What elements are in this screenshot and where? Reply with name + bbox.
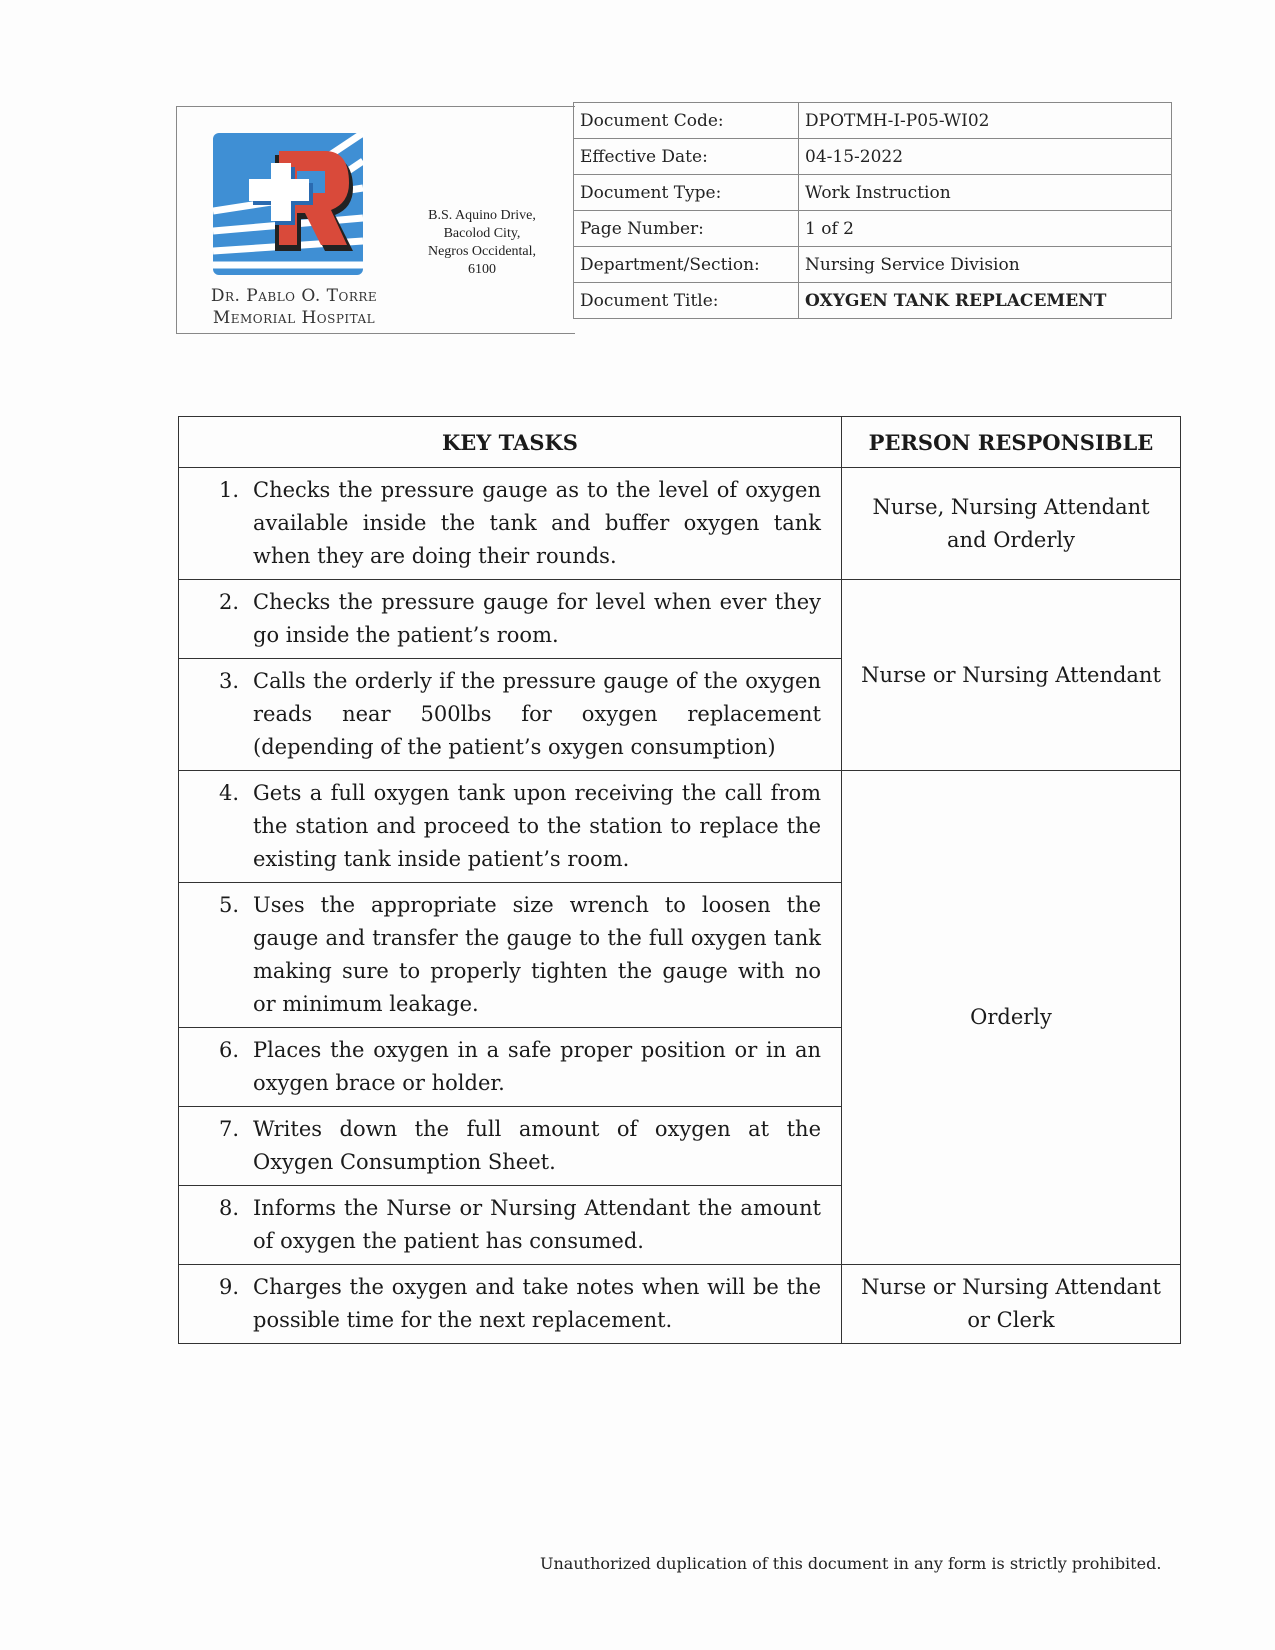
hospital-identity-block: [176, 106, 575, 334]
person-cell: [842, 771, 1181, 1265]
task-cell: [179, 468, 842, 580]
task-number: 9.: [219, 1275, 240, 1299]
footer-notice: Unauthorized duplication of this document in any form is strictly prohibited.: [540, 1554, 1162, 1573]
table-header-row: [179, 417, 1181, 468]
meta-row-date: [574, 139, 1172, 175]
task-text: Charges the oxygen and take notes when will be the possible time for the next replacement.: [253, 1275, 821, 1332]
meta-value: Work Instruction: [799, 175, 1172, 211]
meta-label: Document Code:: [574, 103, 799, 139]
task-number: 1.: [219, 478, 240, 502]
task-number: 4.: [219, 781, 240, 805]
document-header: [176, 102, 1174, 334]
hospital-logo-icon: [213, 133, 367, 283]
table-row: [179, 468, 1181, 580]
person-text: and Orderly: [947, 527, 1075, 552]
person-text: Nurse, Nursing Attendant: [872, 494, 1150, 519]
document-title: OXYGEN TANK REPLACEMENT: [799, 283, 1172, 319]
task-text: Writes down the full amount of oxygen at the Oxygen Consumption Sheet.: [253, 1117, 821, 1174]
key-tasks-table: [178, 416, 1181, 1344]
task-number: 7.: [219, 1117, 240, 1141]
person-text: Nurse or Nursing Attendant: [861, 662, 1161, 687]
task-text: Gets a full oxygen tank upon receiving the call from the station and proceed to the station to replace the existing tank inside patient’s room.: [253, 781, 821, 871]
task-text: Checks the pressure gauge as to the level of oxygen available inside the tank and buffer oxygen tank when they are doing their rounds.: [253, 478, 821, 568]
task-cell: [179, 1107, 842, 1186]
table-row: [179, 580, 1181, 659]
task-text: Calls the orderly if the pressure gauge of the oxygen reads near 500lbs for oxygen replacement (depending of the patient’s oxygen consumption): [253, 669, 821, 759]
meta-value: 04-15-2022: [799, 139, 1172, 175]
meta-label: Document Title:: [574, 283, 799, 319]
hospital-name: [189, 285, 399, 329]
address-line: B.S. Aquino Drive,: [428, 208, 536, 223]
task-text: Checks the pressure gauge for level when ever they go inside the patient’s room.: [253, 590, 821, 647]
person-text: Nurse or Nursing Attendant: [861, 1275, 1161, 1299]
person-cell: [842, 1265, 1181, 1344]
address-line: Bacolod City,: [443, 226, 521, 241]
person-text: or Clerk: [967, 1308, 1055, 1332]
task-number: 3.: [219, 669, 240, 693]
hospital-address: [407, 207, 557, 279]
task-text: Uses the appropriate size wrench to loosen the gauge and transfer the gauge to the full oxygen tank making sure to properly tighten the gauge with no or minimum leakage.: [253, 893, 821, 1016]
meta-value: 1 of 2: [799, 211, 1172, 247]
document-meta-table: [573, 102, 1172, 319]
address-line: 6100: [468, 262, 496, 277]
person-responsible-header: PERSON RESPONSIBLE: [842, 417, 1181, 468]
table-row: [179, 1265, 1181, 1344]
table-row: [179, 771, 1181, 883]
meta-label: Effective Date:: [574, 139, 799, 175]
task-cell: [179, 883, 842, 1028]
address-line: Negros Occidental,: [427, 244, 537, 259]
meta-row-department: [574, 247, 1172, 283]
task-cell: [179, 580, 842, 659]
person-cell: [842, 580, 1181, 771]
task-text: Informs the Nurse or Nursing Attendant the amount of oxygen the patient has consumed.: [253, 1196, 821, 1253]
task-number: 2.: [219, 590, 240, 614]
task-number: 8.: [219, 1196, 240, 1220]
person-text: Orderly: [970, 1005, 1052, 1029]
hospital-name-line-1: Dr. Pablo O. Torre: [210, 286, 378, 306]
meta-value: DPOTMH-I-P05-WI02: [799, 103, 1172, 139]
task-number: 6.: [219, 1038, 240, 1062]
task-number: 5.: [219, 893, 240, 917]
task-cell: [179, 659, 842, 771]
task-cell: [179, 1265, 842, 1344]
key-tasks-header: KEY TASKS: [179, 417, 842, 468]
meta-row-title: [574, 283, 1172, 319]
meta-value: Nursing Service Division: [799, 247, 1172, 283]
hospital-name-line-2: Memorial Hospital: [212, 308, 376, 328]
person-cell: [842, 468, 1181, 580]
meta-row-code: [574, 103, 1172, 139]
meta-label: Page Number:: [574, 211, 799, 247]
task-text: Places the oxygen in a safe proper position or in an oxygen brace or holder.: [253, 1038, 821, 1095]
meta-row-type: [574, 175, 1172, 211]
task-cell: [179, 1186, 842, 1265]
meta-label: Department/Section:: [574, 247, 799, 283]
task-cell: [179, 771, 842, 883]
task-cell: [179, 1028, 842, 1107]
meta-label: Document Type:: [574, 175, 799, 211]
meta-row-page: [574, 211, 1172, 247]
